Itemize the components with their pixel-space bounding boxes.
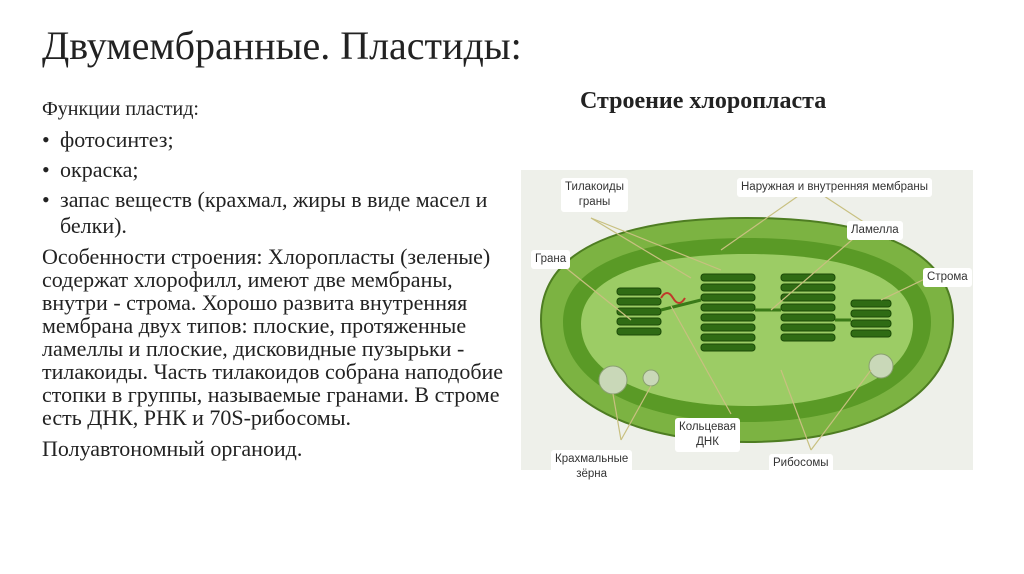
functions-heading: Функции пластид: xyxy=(42,98,199,120)
functions-list xyxy=(42,127,510,239)
diagram-title: Строение хлоропласта xyxy=(580,88,827,114)
text-column xyxy=(42,98,510,461)
granum-left xyxy=(617,288,661,335)
semi-autonomous-note: Полуавтономный органоид. xyxy=(42,436,303,461)
label-starch-grains: Крахмальные зёрна xyxy=(551,450,632,484)
label-stroma: Строма xyxy=(923,268,972,287)
label-lamella: Ламелла xyxy=(847,221,903,240)
bullet-icon: • xyxy=(42,127,50,152)
list-item: • запас веществ (крахмал, жиры в виде масел и белки). xyxy=(42,187,488,238)
granum-right xyxy=(781,274,835,341)
structure-description: Особенности строения: Хлоропласты (зеленые) содержат хлорофилл, имеют две мембраны, внутри - строма. Хорошо развита внутренняя мембрана двух типов: плоские, протяженные ламеллы и плоские, дисковидные пузырьки - тилакоиды. Часть тилакоидов собрана наподобие стопки в группы, называемые гранами. В строме есть ДНК, РНК и 70S-рибосомы. xyxy=(42,244,504,430)
starch-grain-shape xyxy=(643,370,659,386)
bullet-icon: • xyxy=(42,157,50,182)
starch-grain-shape xyxy=(869,354,893,378)
label-circular-dna: Кольцевая ДНК xyxy=(675,418,740,452)
list-item: • окраска; xyxy=(42,157,139,182)
slide-title: Двумембранные. Пластиды: xyxy=(42,23,522,68)
chloroplast-illustration xyxy=(521,170,973,470)
label-ribosomes: Рибосомы xyxy=(769,454,833,473)
chloroplast-diagram xyxy=(521,170,973,480)
label-granum: Грана xyxy=(531,250,570,269)
list-item: • фотосинтез; xyxy=(42,127,174,152)
bullet-icon: • xyxy=(42,187,50,212)
starch-grain-shape xyxy=(599,366,627,394)
label-thylakoids-grana: Тилакоиды граны xyxy=(561,178,628,212)
label-membranes: Наружная и внутренняя мембраны xyxy=(737,178,932,197)
